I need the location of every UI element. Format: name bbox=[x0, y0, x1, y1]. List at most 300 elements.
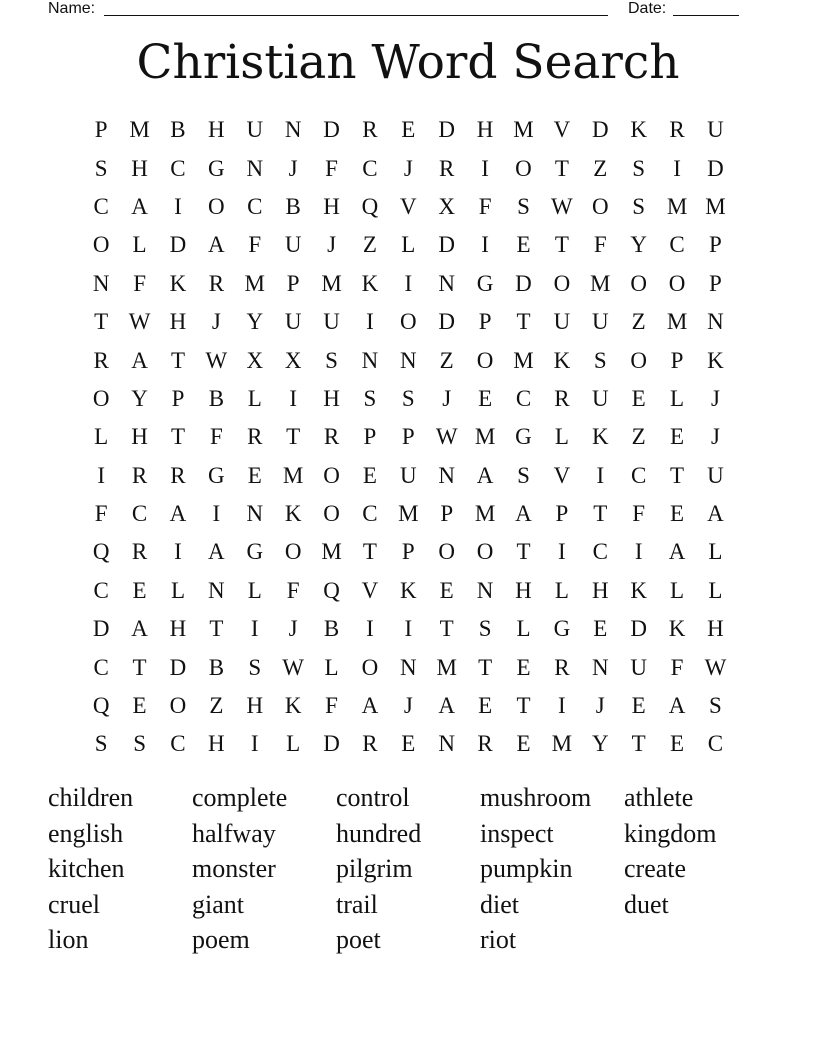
date-label: Date: bbox=[628, 0, 667, 17]
grid-letter: D bbox=[323, 117, 340, 143]
grid-letter: H bbox=[131, 155, 148, 181]
grid-letter: T bbox=[554, 155, 569, 181]
grid-letter: L bbox=[286, 731, 301, 757]
grid-letter: U bbox=[400, 462, 417, 488]
grid-letter: Y bbox=[630, 232, 647, 258]
grid-row bbox=[82, 111, 736, 149]
grid-letter: C bbox=[170, 731, 186, 757]
grid-letter: R bbox=[93, 347, 109, 373]
grid-letter: F bbox=[94, 501, 108, 527]
grid-letter: G bbox=[553, 616, 571, 642]
grid-letter: G bbox=[208, 155, 225, 181]
grid-letter: D bbox=[591, 117, 609, 143]
word-list-item: create bbox=[624, 854, 687, 883]
grid-letter: T bbox=[670, 462, 685, 488]
grid-letter: K bbox=[169, 270, 187, 296]
word-list-item: poet bbox=[336, 925, 381, 954]
grid-letter: U bbox=[323, 309, 340, 335]
grid-row bbox=[82, 226, 736, 264]
grid-letter: K bbox=[284, 501, 302, 527]
grid-letter: W bbox=[435, 424, 458, 450]
grid-letter: E bbox=[247, 462, 262, 488]
grid-letter: R bbox=[208, 270, 225, 296]
grid-letter: H bbox=[323, 385, 340, 411]
grid-letter: B bbox=[170, 117, 186, 143]
grid-letter: T bbox=[439, 616, 454, 642]
grid-letter: H bbox=[169, 309, 187, 335]
grid-letter: T bbox=[631, 731, 646, 757]
grid-letter: P bbox=[171, 385, 185, 411]
grid-letter: R bbox=[131, 462, 148, 488]
grid-letter: F bbox=[248, 232, 262, 258]
grid-letter: D bbox=[323, 731, 340, 757]
grid-letter: U bbox=[284, 232, 302, 258]
word-list-item: giant bbox=[192, 889, 244, 919]
grid-row bbox=[82, 687, 736, 725]
grid-letter: R bbox=[131, 539, 148, 565]
word-list-item: duet bbox=[624, 889, 669, 919]
grid-letter: M bbox=[551, 731, 573, 757]
grid-letter: E bbox=[670, 424, 685, 450]
word-list-item: cruel bbox=[48, 889, 100, 919]
date-line bbox=[673, 15, 739, 16]
grid-letter: E bbox=[516, 731, 531, 757]
grid-letter: I bbox=[366, 309, 374, 335]
grid-letter: G bbox=[208, 462, 225, 488]
grid-letter: O bbox=[630, 270, 647, 296]
grid-letter: P bbox=[401, 424, 415, 450]
word-list-item: monster bbox=[192, 854, 276, 883]
grid-letter: B bbox=[323, 616, 340, 642]
grid-letter: S bbox=[517, 462, 530, 488]
grid-letter: R bbox=[477, 731, 493, 757]
grid-letter: I bbox=[250, 731, 259, 757]
grid-letter: N bbox=[400, 347, 417, 373]
grid-letter: S bbox=[632, 155, 646, 181]
grid-letter: I bbox=[558, 539, 566, 565]
grid-letter: E bbox=[478, 693, 493, 719]
grid-letter: Y bbox=[591, 731, 609, 757]
grid-letter: C bbox=[630, 462, 647, 488]
grid-letter: D bbox=[438, 309, 456, 335]
grid-letter: E bbox=[401, 731, 416, 757]
grid-letter: P bbox=[286, 270, 300, 296]
grid-letter: A bbox=[515, 501, 532, 527]
grid-letter: R bbox=[439, 155, 455, 181]
grid-letter: Z bbox=[631, 424, 646, 450]
grid-letter: M bbox=[474, 424, 496, 450]
word-list bbox=[48, 780, 768, 958]
grid-letter: N bbox=[208, 577, 225, 603]
word-list-item: kingdom bbox=[624, 818, 717, 848]
grid-letter: M bbox=[282, 462, 304, 488]
grid-letter: R bbox=[554, 385, 570, 411]
grid-letter: P bbox=[555, 501, 569, 527]
grid-letter: P bbox=[709, 270, 722, 296]
grid-letter: L bbox=[708, 577, 723, 603]
grid-letter: T bbox=[593, 501, 608, 527]
grid-letter: B bbox=[208, 385, 225, 411]
grid-letter: N bbox=[438, 270, 456, 296]
grid-letter: O bbox=[284, 539, 302, 565]
grid-letter: L bbox=[94, 424, 109, 450]
grid-letter: E bbox=[631, 693, 646, 719]
grid-letter: N bbox=[246, 155, 264, 181]
grid-row bbox=[82, 495, 736, 533]
grid-letter: Q bbox=[323, 577, 340, 603]
grid-letter: E bbox=[516, 232, 531, 258]
grid-letter: R bbox=[669, 117, 685, 143]
grid-letter: M bbox=[321, 539, 342, 565]
grid-row bbox=[82, 610, 736, 648]
grid-letter: I bbox=[174, 193, 182, 219]
grid-letter: F bbox=[286, 577, 300, 603]
header bbox=[48, 0, 748, 20]
grid-letter: I bbox=[250, 616, 259, 642]
grid-letter: O bbox=[169, 693, 187, 719]
grid-letter: L bbox=[554, 424, 569, 450]
grid-letter: C bbox=[669, 232, 685, 258]
word-list-item: children bbox=[48, 783, 134, 812]
grid-letter: I bbox=[289, 385, 297, 411]
grid-letter: Y bbox=[246, 309, 264, 335]
grid-letter: L bbox=[401, 232, 416, 258]
grid-letter: D bbox=[515, 270, 532, 296]
grid-letter: J bbox=[327, 232, 337, 258]
grid-letter: M bbox=[666, 309, 688, 335]
grid-letter: D bbox=[169, 654, 187, 680]
grid-letter: K bbox=[668, 616, 686, 642]
grid-row bbox=[82, 533, 736, 571]
grid-letter: S bbox=[133, 731, 146, 757]
grid-letter: E bbox=[401, 117, 416, 143]
grid-letter: S bbox=[94, 731, 108, 757]
grid-letter: O bbox=[92, 232, 110, 258]
grid-row bbox=[82, 457, 736, 495]
grid-letter: J bbox=[442, 385, 452, 411]
grid-letter: N bbox=[400, 654, 417, 680]
grid-letter: T bbox=[516, 539, 531, 565]
grid-letter: E bbox=[670, 501, 685, 527]
word-list-item: inspect bbox=[480, 818, 554, 848]
grid-letter: A bbox=[668, 539, 686, 565]
grid-letter: E bbox=[478, 385, 493, 411]
grid-letter: Z bbox=[362, 232, 377, 258]
word-list-item: riot bbox=[480, 925, 517, 954]
grid-letter: F bbox=[325, 155, 338, 181]
grid-letter: R bbox=[554, 654, 570, 680]
grid-letter: C bbox=[131, 501, 148, 527]
grid-letter: U bbox=[630, 654, 647, 680]
grid-letter: U bbox=[707, 462, 724, 488]
grid-letter: I bbox=[404, 270, 413, 296]
word-list-item: pilgrim bbox=[336, 854, 413, 883]
grid-letter: J bbox=[403, 693, 413, 719]
grid-letter: P bbox=[363, 424, 377, 450]
grid-letter: E bbox=[631, 385, 646, 411]
grid-letter: C bbox=[93, 577, 109, 603]
grid-letter: H bbox=[707, 616, 724, 642]
grid-letter: H bbox=[169, 616, 187, 642]
grid-letter: D bbox=[707, 155, 724, 181]
grid-letter: T bbox=[362, 539, 377, 565]
grid-letter: E bbox=[593, 616, 608, 642]
grid-letter: K bbox=[361, 270, 379, 296]
grid-letter: A bbox=[131, 347, 148, 373]
grid-letter: F bbox=[670, 654, 684, 680]
word-list-item: mushroom bbox=[480, 783, 592, 812]
grid-letter: G bbox=[246, 539, 264, 565]
grid-letter: N bbox=[438, 462, 456, 488]
grid-letter: O bbox=[438, 539, 456, 565]
grid-letter: D bbox=[169, 232, 187, 258]
grid-letter: S bbox=[248, 654, 262, 680]
grid-letter: O bbox=[591, 193, 609, 219]
grid-letter: M bbox=[513, 347, 534, 373]
grid-letter: P bbox=[709, 232, 722, 258]
grid-row bbox=[82, 149, 736, 187]
grid-letter: I bbox=[174, 539, 182, 565]
grid-row bbox=[82, 188, 736, 226]
grid-letter: S bbox=[478, 616, 492, 642]
grid-letter: N bbox=[438, 731, 456, 757]
grid-letter: B bbox=[208, 654, 225, 680]
grid-letter: A bbox=[476, 462, 494, 488]
grid-letter: N bbox=[591, 654, 609, 680]
grid-letter: J bbox=[211, 309, 221, 335]
grid-letter: V bbox=[400, 193, 417, 219]
grid-letter: P bbox=[94, 117, 108, 143]
grid-letter: B bbox=[285, 193, 301, 219]
grid-letter: L bbox=[554, 577, 569, 603]
grid-letter: V bbox=[361, 577, 379, 603]
grid-letter: H bbox=[208, 117, 225, 143]
grid-letter: H bbox=[323, 193, 340, 219]
grid-letter: D bbox=[438, 117, 456, 143]
grid-letter: R bbox=[362, 731, 378, 757]
grid-letter: A bbox=[668, 693, 686, 719]
grid-letter: N bbox=[476, 577, 494, 603]
grid-letter: Q bbox=[92, 693, 110, 719]
grid-letter: F bbox=[209, 424, 223, 450]
letter-grid bbox=[82, 111, 736, 764]
word-list-item: pumpkin bbox=[480, 854, 573, 883]
grid-letter: L bbox=[170, 577, 185, 603]
grid-letter: I bbox=[558, 693, 566, 719]
grid-letter: E bbox=[132, 693, 147, 719]
grid-letter: O bbox=[630, 347, 647, 373]
grid-letter: S bbox=[593, 347, 607, 373]
grid-letter: X bbox=[284, 347, 302, 373]
grid-letter: N bbox=[92, 270, 110, 296]
grid-letter: L bbox=[132, 232, 147, 258]
grid-row bbox=[82, 341, 736, 379]
grid-letter: I bbox=[634, 539, 643, 565]
grid-letter: U bbox=[246, 117, 264, 143]
grid-letter: U bbox=[591, 309, 609, 335]
grid-letter: R bbox=[362, 117, 378, 143]
grid-letter: E bbox=[670, 731, 685, 757]
grid-letter: P bbox=[401, 539, 415, 565]
grid-letter: L bbox=[247, 385, 262, 411]
grid-letter: I bbox=[366, 616, 374, 642]
grid-letter: O bbox=[361, 654, 379, 680]
grid-letter: O bbox=[323, 462, 340, 488]
grid-letter: Y bbox=[131, 385, 148, 411]
grid-letter: C bbox=[93, 193, 109, 219]
grid-letter: I bbox=[673, 155, 681, 181]
grid-letter: G bbox=[515, 424, 532, 450]
grid-letter: E bbox=[132, 577, 147, 603]
grid-letter: O bbox=[476, 347, 494, 373]
grid-letter: T bbox=[132, 654, 147, 680]
grid-letter: H bbox=[208, 731, 225, 757]
grid-letter: M bbox=[705, 193, 726, 219]
grid-letter: C bbox=[515, 385, 532, 411]
grid-letter: F bbox=[133, 270, 146, 296]
grid-letter: U bbox=[707, 117, 724, 143]
grid-letter: T bbox=[94, 309, 109, 335]
grid-letter: H bbox=[131, 424, 148, 450]
grid-letter: J bbox=[288, 616, 298, 642]
grid-letter: Q bbox=[361, 193, 379, 219]
grid-letter: X bbox=[438, 193, 456, 219]
grid-letter: E bbox=[439, 577, 454, 603]
grid-letter: M bbox=[244, 270, 265, 296]
grid-letter: J bbox=[595, 693, 605, 719]
grid-letter: H bbox=[515, 577, 532, 603]
grid-letter: E bbox=[516, 654, 531, 680]
grid-letter: S bbox=[709, 693, 722, 719]
grid-letter: A bbox=[131, 616, 148, 642]
grid-letter: K bbox=[630, 577, 647, 603]
grid-letter: F bbox=[478, 193, 492, 219]
grid-letter: J bbox=[288, 155, 298, 181]
grid-letter: D bbox=[630, 616, 647, 642]
word-list-item: diet bbox=[480, 889, 519, 919]
grid-letter: V bbox=[553, 462, 571, 488]
grid-letter: U bbox=[591, 385, 609, 411]
grid-row bbox=[82, 725, 736, 763]
word-list-item: complete bbox=[192, 783, 288, 812]
grid-letter: F bbox=[632, 501, 646, 527]
grid-row bbox=[82, 265, 736, 303]
grid-letter: O bbox=[668, 270, 686, 296]
grid-letter: S bbox=[325, 347, 338, 373]
name-label: Name: bbox=[48, 0, 96, 17]
grid-letter: O bbox=[515, 155, 532, 181]
grid-letter: T bbox=[209, 616, 224, 642]
grid-letter: M bbox=[590, 270, 611, 296]
grid-letter: O bbox=[92, 385, 110, 411]
grid-letter: J bbox=[403, 155, 413, 181]
grid-letter: K bbox=[400, 577, 417, 603]
grid-letter: W bbox=[205, 347, 228, 373]
grid-letter: A bbox=[361, 693, 379, 719]
grid-letter: A bbox=[169, 501, 187, 527]
grid-letter: K bbox=[707, 347, 724, 373]
grid-letter: P bbox=[670, 347, 684, 373]
grid-letter: E bbox=[362, 462, 377, 488]
grid-letter: U bbox=[284, 309, 302, 335]
word-list-item: poem bbox=[192, 925, 250, 954]
grid-letter: M bbox=[436, 654, 457, 680]
grid-letter: H bbox=[591, 577, 609, 603]
grid-letter: N bbox=[246, 501, 264, 527]
grid-letter: X bbox=[246, 347, 264, 373]
grid-letter: O bbox=[400, 309, 417, 335]
grid-letter: T bbox=[170, 347, 185, 373]
grid-letter: W bbox=[128, 309, 151, 335]
word-list-item: control bbox=[336, 783, 410, 812]
grid-letter: K bbox=[630, 117, 647, 143]
grid-letter: M bbox=[129, 117, 150, 143]
grid-letter: U bbox=[553, 309, 571, 335]
grid-letter: N bbox=[707, 309, 724, 335]
word-list-item: kitchen bbox=[48, 854, 125, 883]
grid-row bbox=[82, 648, 736, 686]
grid-letter: G bbox=[476, 270, 494, 296]
grid-letter: L bbox=[247, 577, 262, 603]
grid-row bbox=[82, 572, 736, 610]
grid-letter: S bbox=[94, 155, 108, 181]
grid-letter: A bbox=[438, 693, 456, 719]
grid-letter: S bbox=[401, 385, 415, 411]
grid-letter: L bbox=[324, 654, 339, 680]
grid-letter: M bbox=[321, 270, 342, 296]
grid-letter: T bbox=[554, 232, 569, 258]
grid-letter: C bbox=[362, 155, 378, 181]
grid-letter: N bbox=[284, 117, 302, 143]
grid-letter: F bbox=[593, 232, 607, 258]
grid-letter: C bbox=[170, 155, 186, 181]
grid-letter: K bbox=[591, 424, 609, 450]
grid-letter: H bbox=[476, 117, 494, 143]
grid-letter: A bbox=[208, 539, 225, 565]
grid-letter: C bbox=[247, 193, 263, 219]
grid-letter: W bbox=[282, 654, 304, 680]
grid-letter: T bbox=[286, 424, 301, 450]
grid-letter: I bbox=[212, 501, 221, 527]
word-list-item: hundred bbox=[336, 818, 422, 848]
grid-letter: L bbox=[516, 616, 531, 642]
grid-letter: I bbox=[481, 155, 489, 181]
grid-letter: P bbox=[478, 309, 492, 335]
grid-letter: I bbox=[97, 462, 106, 488]
grid-letter: A bbox=[707, 501, 724, 527]
grid-letter: K bbox=[284, 693, 302, 719]
grid-letter: Z bbox=[209, 693, 224, 719]
grid-letter: C bbox=[592, 539, 608, 565]
grid-letter: V bbox=[553, 117, 571, 143]
grid-letter: I bbox=[481, 232, 489, 258]
word-list-item: halfway bbox=[192, 818, 276, 848]
grid-row bbox=[82, 303, 736, 341]
grid-letter: C bbox=[362, 501, 378, 527]
grid-letter: M bbox=[474, 501, 496, 527]
grid-letter: C bbox=[93, 654, 109, 680]
grid-letter: T bbox=[478, 654, 493, 680]
word-list-item: english bbox=[48, 818, 124, 848]
grid-letter: R bbox=[170, 462, 186, 488]
grid-letter: J bbox=[710, 385, 720, 411]
grid-letter: T bbox=[516, 309, 531, 335]
grid-letter: S bbox=[517, 193, 530, 219]
grid-row bbox=[82, 380, 736, 418]
grid-letter: R bbox=[247, 424, 263, 450]
grid-letter: Z bbox=[439, 347, 454, 373]
grid-letter: F bbox=[325, 693, 338, 719]
